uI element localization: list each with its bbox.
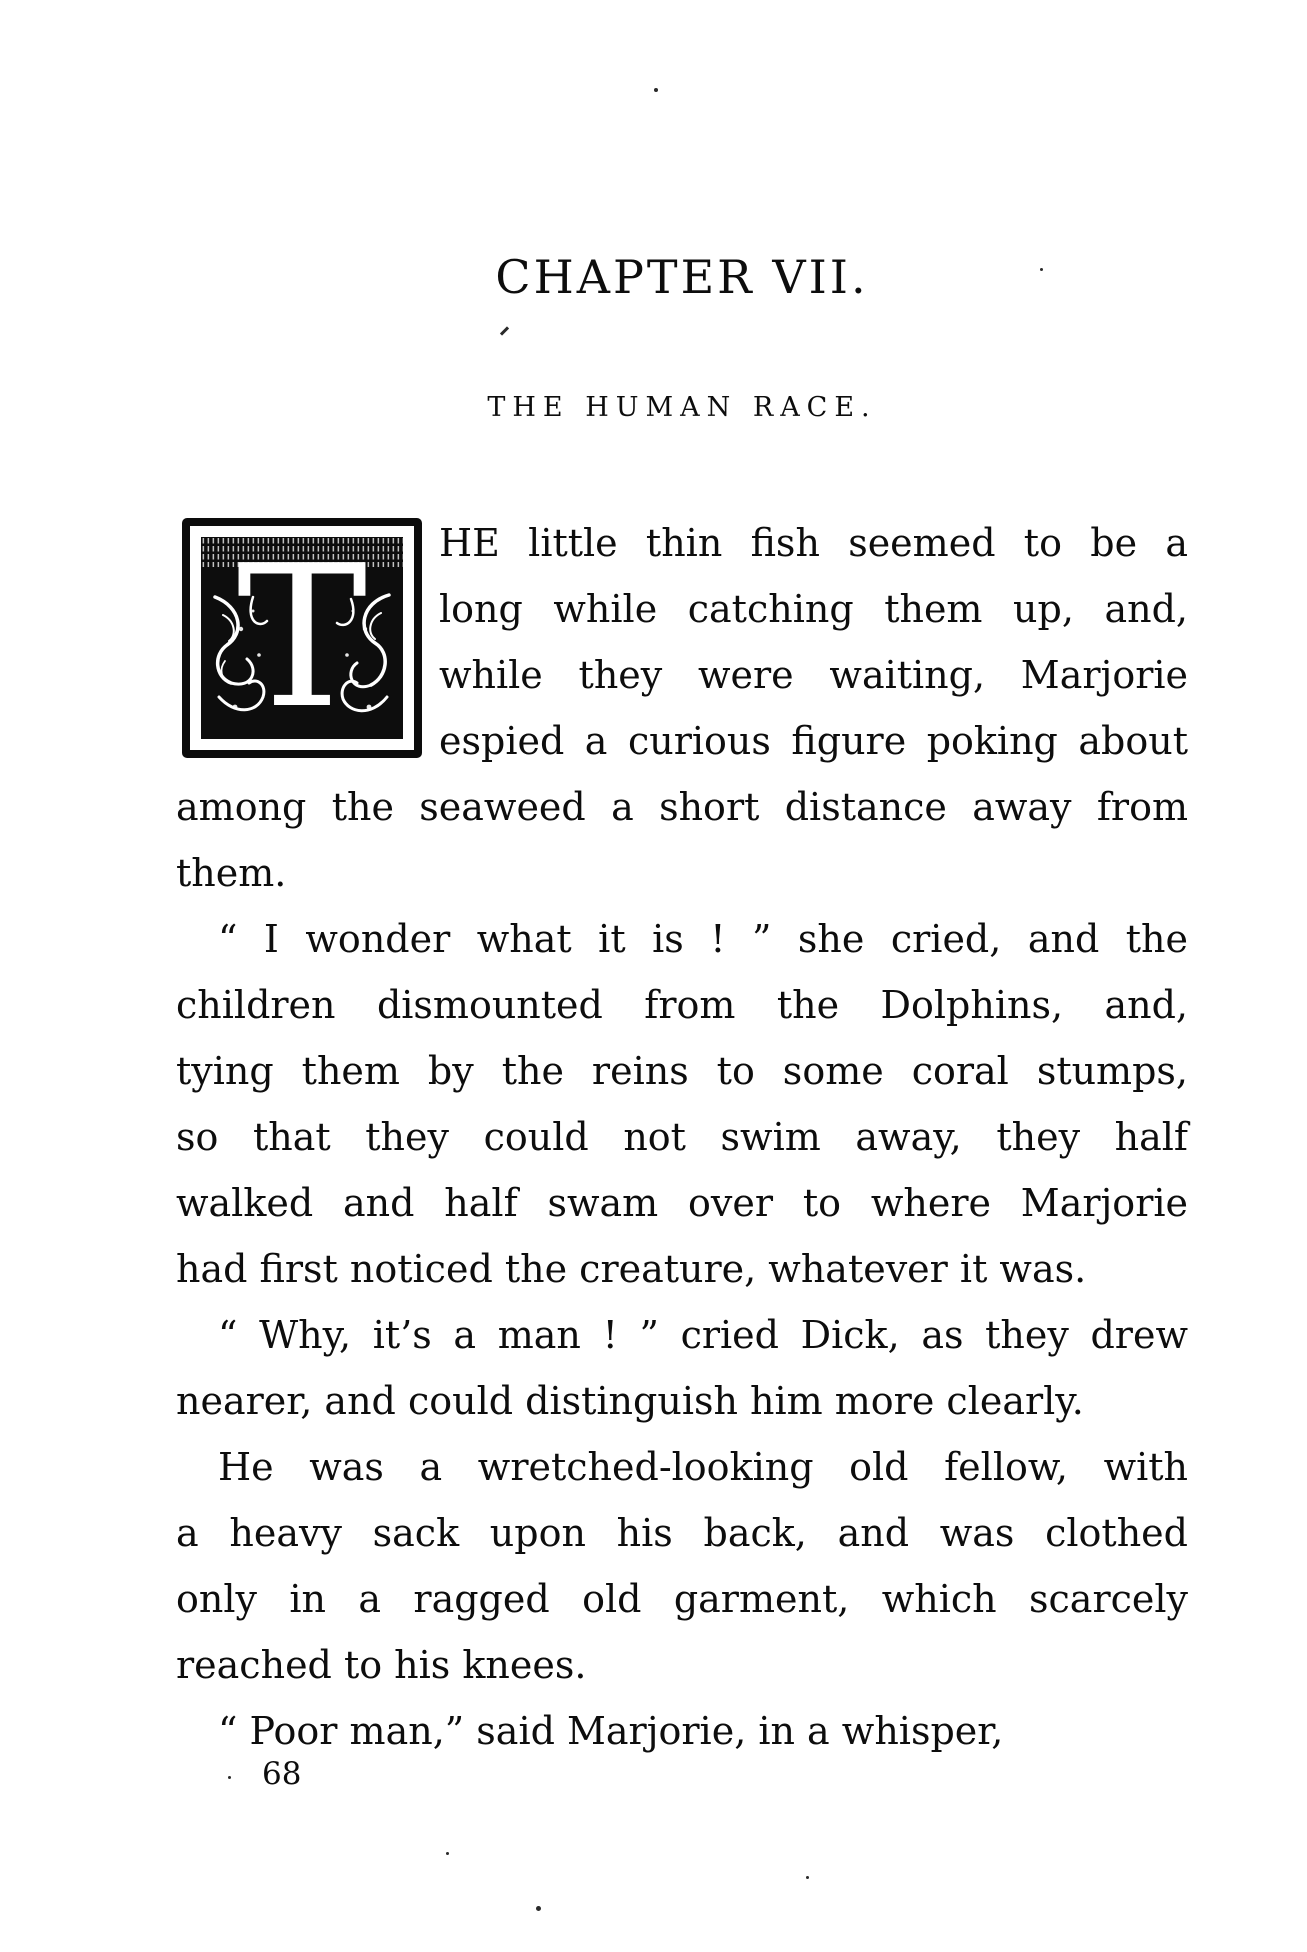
drop-cap-block [201,524,403,752]
text-line: among the seaweed a short distance away from [176,785,1188,829]
drop-cap [182,518,422,758]
scan-speck [1040,268,1043,271]
text-line: nearer, and could distinguish him more clearly. [176,1379,1084,1423]
text-line: long while catching them up, and, [439,587,1188,631]
scan-speck [446,1852,449,1855]
text-line: while they were waiting, Marjorie [439,653,1188,697]
scan-speck [654,88,658,92]
text-line: children dismounted from the Dolphins, and, [176,983,1188,1027]
page-number: 68 [262,1756,302,1792]
text-line: tying them by the reins to some coral stumps, [176,1049,1188,1093]
text-line: so that they could not swim away, they half [176,1115,1188,1159]
text-line: “ I wonder what it is ! ” she cried, and the [218,917,1188,961]
scan-speck [228,1776,231,1779]
text-line: “ Why, it’s a man ! ” cried Dick, as they drew [218,1313,1188,1357]
text-line: “ Poor man,” said Marjorie, in a whisper, [218,1709,1004,1753]
text-line: had first noticed the creature, whatever it was. [176,1247,1087,1291]
text-line: HE little thin fish seemed to be a [439,521,1188,565]
section-title: THE HUMAN RACE. [487,392,877,423]
scan-speck [806,1876,809,1879]
scan-speck [500,326,509,335]
drop-cap-letter: T [236,524,368,752]
text-line: only in a ragged old garment, which scarcely [176,1577,1188,1621]
text-line: them. [176,851,287,895]
scan-speck [536,1906,541,1911]
body-text [176,510,1188,1764]
text-line: espied a curious figure poking about [439,719,1188,763]
text-line: walked and half swam over to where Marjorie [176,1181,1188,1225]
text-line: a heavy sack upon his back, and was clothed [176,1511,1188,1555]
chapter-title: CHAPTER VII. [495,250,869,304]
text-line: reached to his knees. [176,1643,587,1687]
text-line: He was a wretched-looking old fellow, with [218,1445,1188,1489]
